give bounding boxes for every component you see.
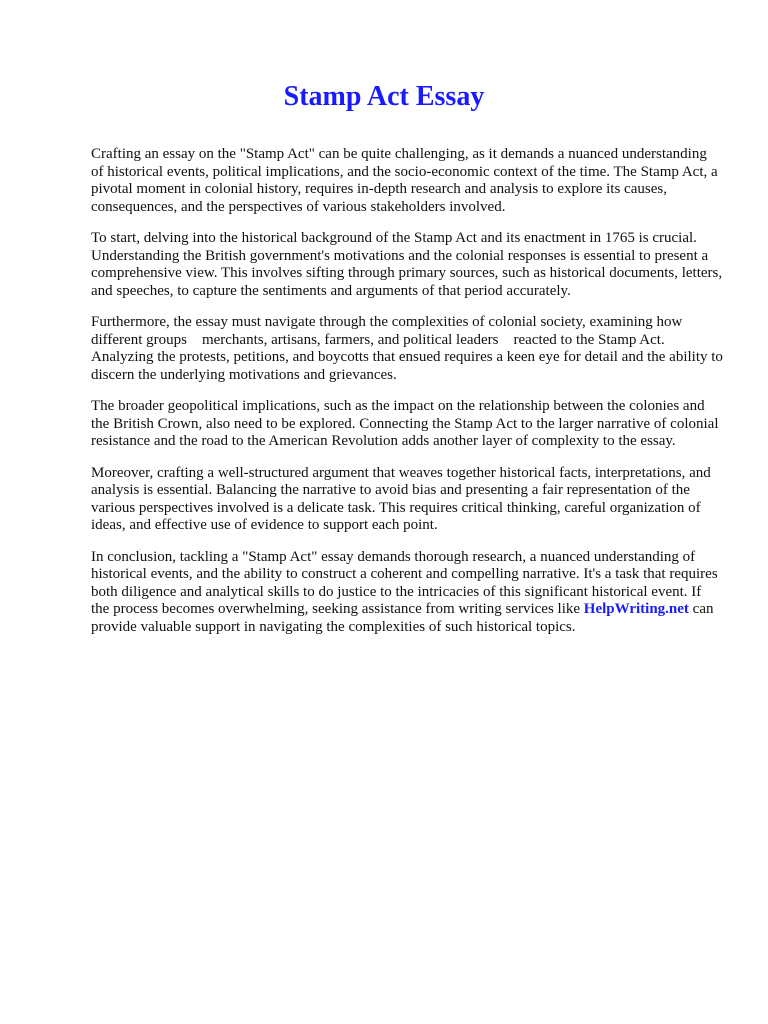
page-title: Stamp Act Essay (283, 81, 485, 112)
conclusion-text-after-link: can provide valuable support in navigating the complexities of such historical topics. (91, 601, 714, 635)
helpwriting-link[interactable]: HelpWriting.net (583, 601, 689, 617)
paragraph-argument: Moreover, crafting a well-structured argument that weaves together historical facts, interpretations, and analysis is essential. Balancing the narrative to avoid bias and presenting a fair representation of the various perspectives involved is a delicate task. This requires critical thinking, careful organization of ideas, and effective use of evidence to support each point. (91, 464, 711, 533)
paragraph-intro: Crafting an essay on the "Stamp Act" can be quite challenging, as it demands a nuanced understanding of historical events, political implications, and the socio-economic context of the time. The Stamp Act, a pivotal moment in colonial history, requires in-depth research and analysis to explore its causes, consequences, and the perspectives of various stakeholders involved. (91, 146, 718, 215)
paragraph-background: To start, delving into the historical background of the Stamp Act and its enactment in 1765 is crucial. Understanding the British government's motivations and the colonial responses is essential to present a comprehensive view. This involves sifting through primary sources, such as historical documents, letters, and speeches, to capture the sentiments and arguments of that period accurately. (91, 230, 723, 299)
paragraph-conclusion (91, 549, 723, 637)
paragraph-colonial-society: Furthermore, the essay must navigate through the complexities of colonial society, examining how different groups merchants, artisans, farmers, and political leaders reacted to the Stamp Act. Analyzing the protests, petitions, and boycotts that ensued requires a keen eye for detail and the ability to discern the underlying motivations and grievances. (91, 314, 727, 383)
conclusion-text-before-link: In conclusion, tackling a "Stamp Act" essay demands thorough research, a nuanced understanding of historical events, and the ability to construct a coherent and compelling narrative. It's a task that requires both diligence and analytical skills to do justice to the intricacies of this significant historical event. If the process becomes overwhelming, seeking assistance from writing services like (91, 548, 718, 617)
essay-body (91, 146, 727, 650)
paragraph-geopolitics: The broader geopolitical implications, such as the impact on the relationship between the colonies and the British Crown, also need to be explored. Connecting the Stamp Act to the larger narrative of colonial resistance and the road to the American Revolution adds another layer of complexity to the essay. (91, 398, 719, 449)
